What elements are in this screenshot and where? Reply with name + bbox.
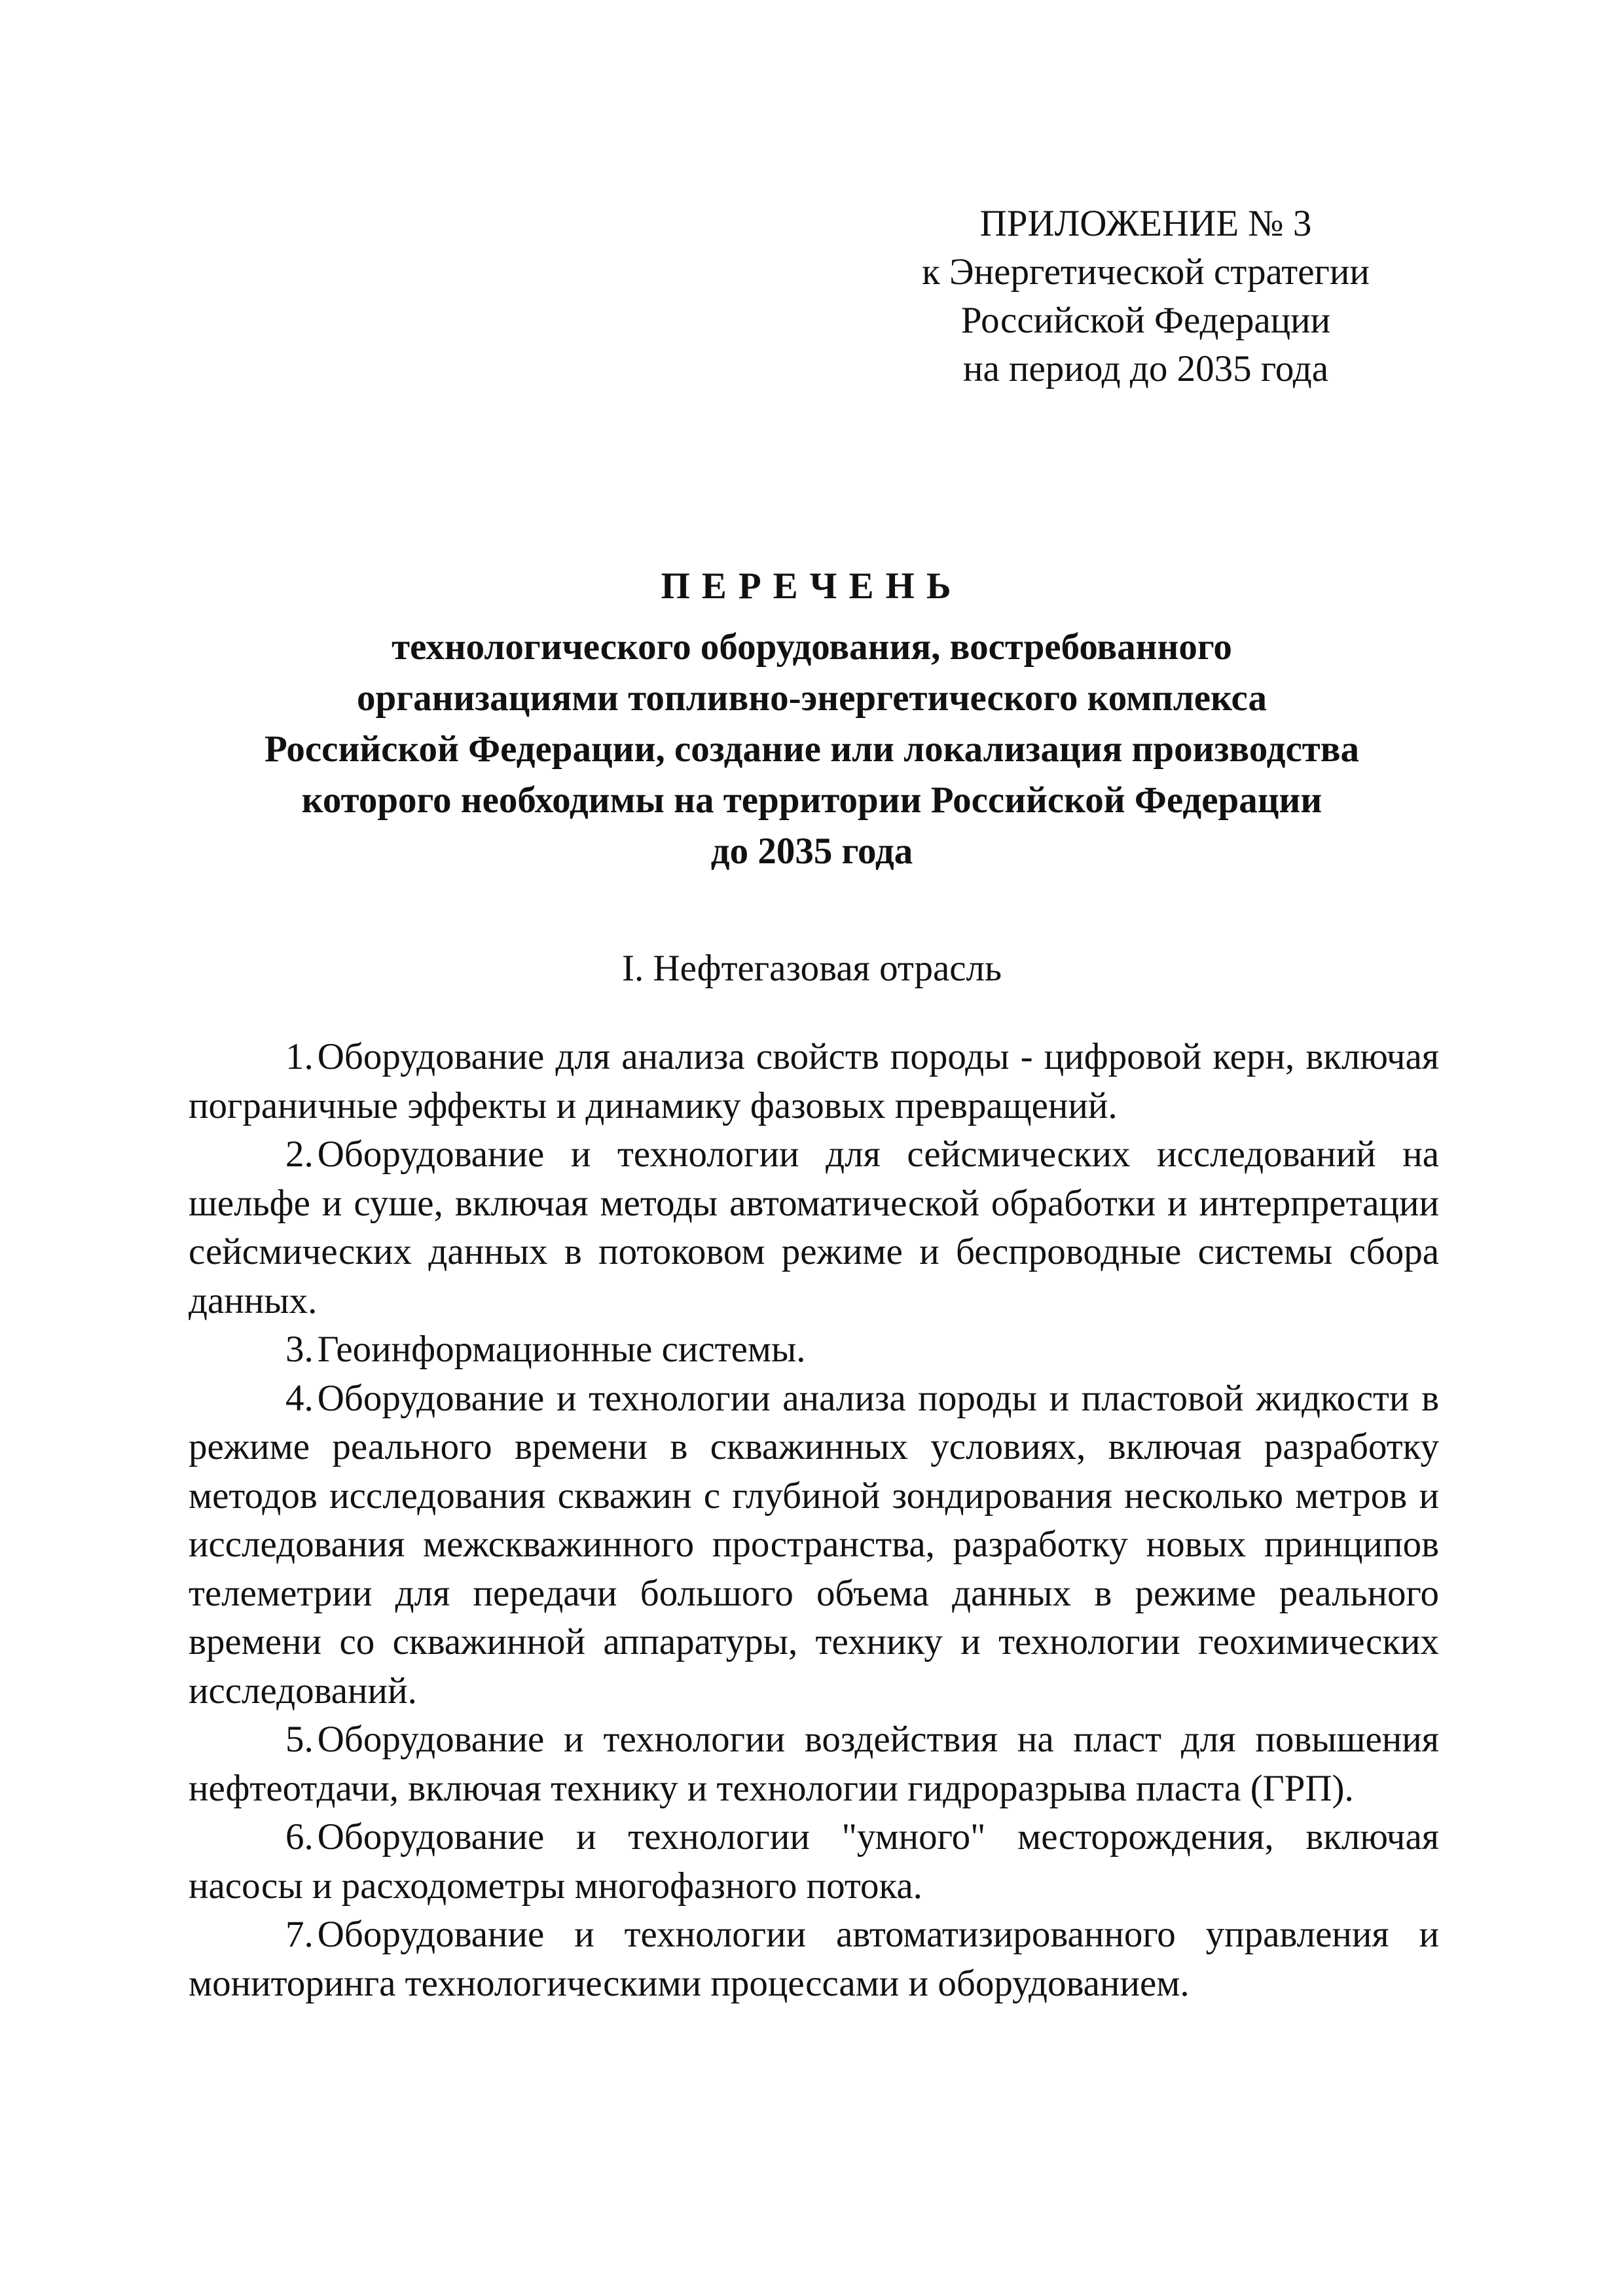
section-heading: I. Нефтегазовая отрасль	[622, 948, 1002, 989]
subtitle-line-3: Российской Федерации, создание или локализация производства	[264, 728, 1360, 770]
document-title: ПЕРЕЧЕНЬ	[661, 565, 963, 607]
item-number: 3.	[285, 1329, 314, 1370]
list-item	[189, 1910, 1439, 2008]
list-item	[189, 1813, 1439, 1910]
item-text: Оборудование и технологии анализа породы и пластовой жидкости в режиме реального времени в скважинных условиях, включая разработку методов исследования скважин с глубиной зондирования несколько метров и исследования межскважинного пространства, разработку новых принципов телеметрии для передачи большого объема данных в режиме реального времени со скважинной аппаратуры, технику и технологии геохимических исследований.	[189, 1377, 1439, 1712]
appendix-line-1: ПРИЛОЖЕНИЕ № 3	[979, 203, 1312, 244]
item-number: 5.	[285, 1719, 314, 1760]
item-text: Оборудование и технологии воздействия на пласт для повышения нефтеотдачи, включая технику и технологии гидроразрыва пласта (ГРП).	[189, 1719, 1439, 1809]
list-item	[189, 1325, 1439, 1374]
subtitle-line-2: организациями топливно-энергетического комплекса	[357, 677, 1267, 719]
list-item	[189, 1033, 1439, 1130]
document-body	[189, 1033, 1439, 2008]
document-subtitle	[157, 622, 1467, 877]
list-item	[189, 1374, 1439, 1716]
subtitle-line-1: технологического оборудования, востребованного	[392, 626, 1232, 668]
item-number: 2.	[285, 1134, 314, 1175]
item-number: 4.	[285, 1377, 314, 1419]
item-number: 7.	[285, 1914, 314, 1955]
item-text: Оборудование и технологии автоматизированного управления и мониторинга технологическими процессами и оборудованием.	[189, 1914, 1439, 2004]
appendix-line-2: к Энергетической стратегии	[922, 251, 1370, 293]
list-item	[189, 1130, 1439, 1325]
item-text: Геоинформационные системы.	[317, 1329, 806, 1370]
item-text: Оборудование и технологии для сейсмических исследований на шельфе и суше, включая методы автоматической обработки и интерпретации сейсмических данных в потоковом режиме и беспроводные системы сбора данных.	[189, 1134, 1439, 1321]
subtitle-line-5: до 2035 года	[710, 831, 913, 872]
item-number: 6.	[285, 1816, 314, 1857]
item-text: Оборудование для анализа свойств породы - цифровой керн, включая пограничные эффекты и динамику фазовых превращений.	[189, 1036, 1439, 1126]
subtitle-line-4: которого необходимы на территории Российской Федерации	[301, 780, 1322, 821]
list-item	[189, 1715, 1439, 1813]
appendix-line-3: Российской Федерации	[960, 300, 1331, 341]
appendix-header	[851, 200, 1440, 393]
item-text: Оборудование и технологии "умного" месторождения, включая насосы и расходометры многофазного потока.	[189, 1816, 1439, 1907]
appendix-line-4: на период до 2035 года	[962, 348, 1329, 389]
item-number: 1.	[285, 1036, 314, 1077]
